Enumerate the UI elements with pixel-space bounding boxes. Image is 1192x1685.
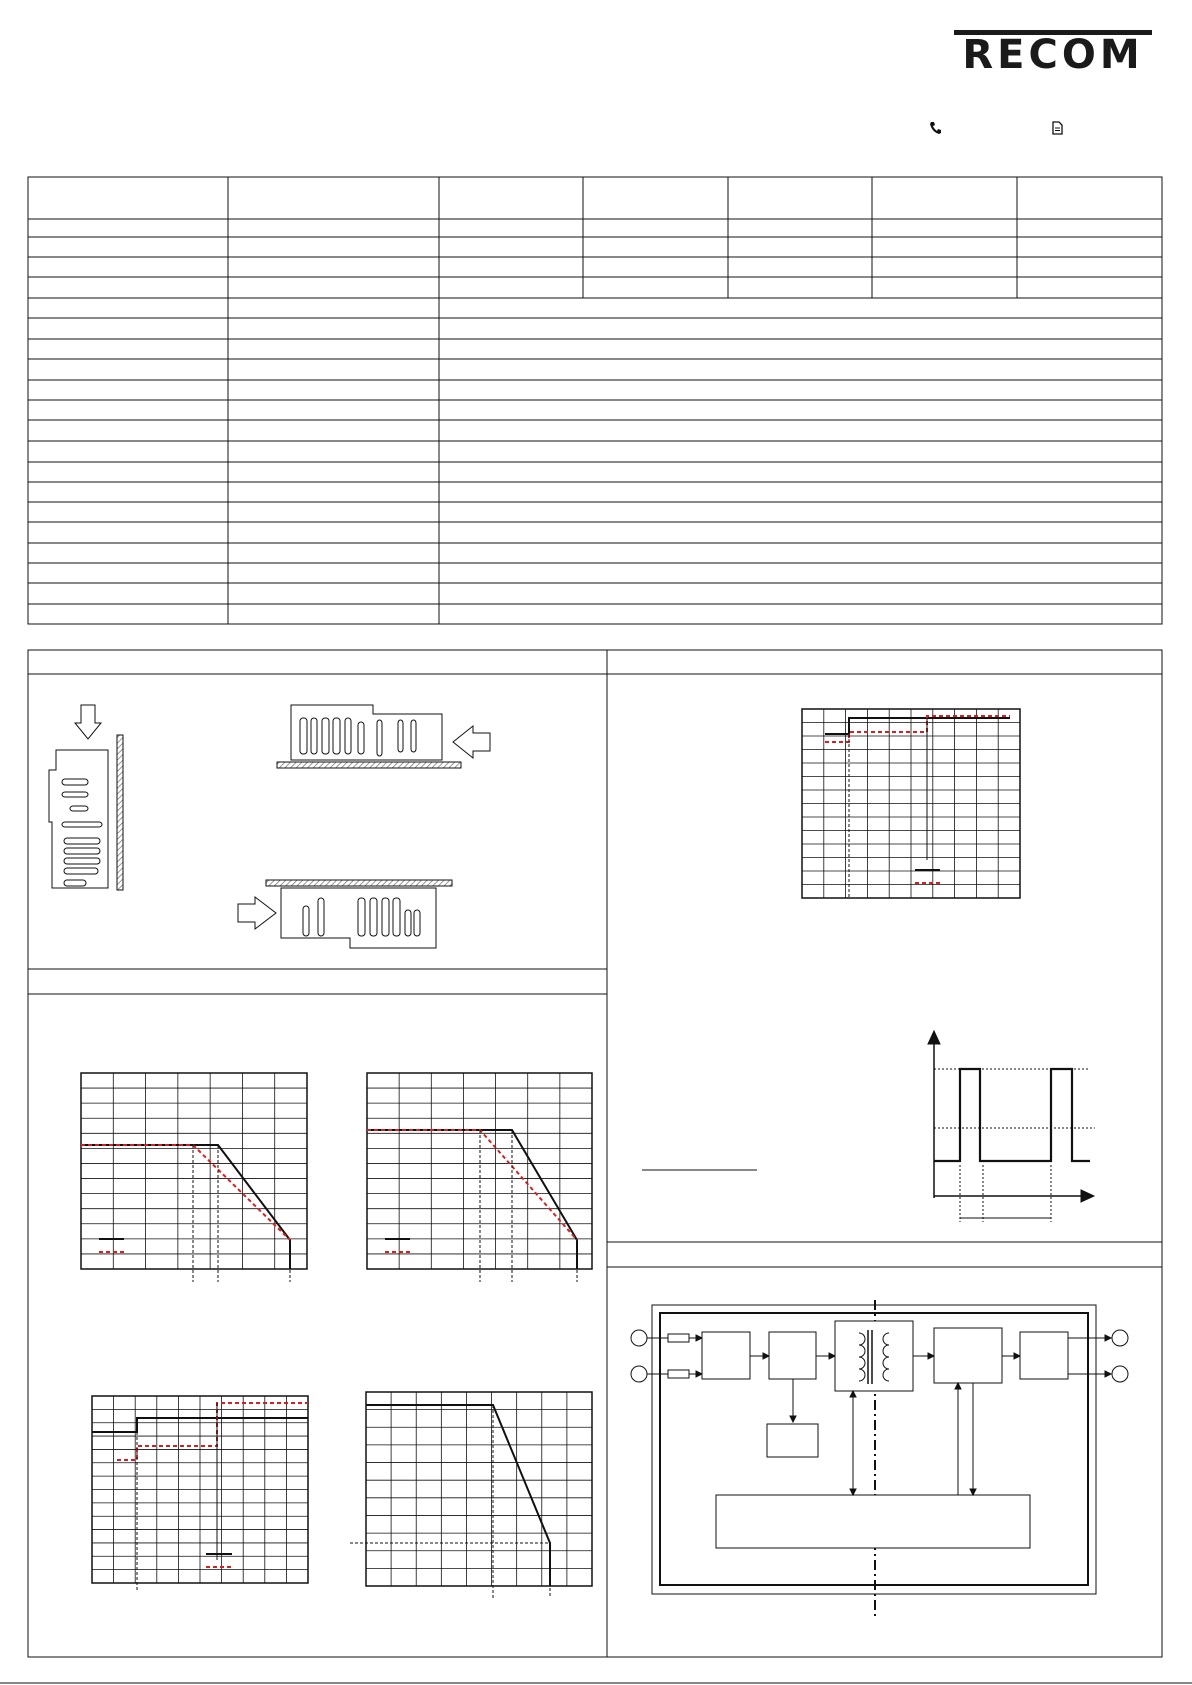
control-block [716, 1495, 1030, 1548]
mounting-horizontal-bottom [238, 880, 452, 948]
transformer-block [835, 1321, 913, 1391]
output-rectifier-block [934, 1328, 1002, 1383]
airflow-arrow-icon [238, 897, 276, 929]
airflow-arrow-icon [75, 705, 101, 739]
svg-text:RECOM: RECOM [962, 32, 1144, 72]
emi-filter-block [702, 1332, 750, 1379]
pulse-diagram [642, 1031, 1095, 1222]
mounting-vertical [49, 705, 123, 890]
airflow-arrow-icon [453, 726, 490, 758]
output-terminal-1 [1112, 1330, 1128, 1346]
output-filter-block [1020, 1332, 1068, 1379]
fuse-1 [668, 1334, 689, 1342]
timing-chart-2 [92, 1396, 308, 1590]
derating-chart-2 [367, 1073, 592, 1282]
output-terminal-2 [1112, 1366, 1128, 1382]
timing-chart-1 [802, 709, 1020, 898]
rectifier-block [769, 1332, 816, 1379]
derating-chart-3 [350, 1392, 592, 1598]
specs-table [28, 177, 1162, 624]
auxiliary-block [767, 1424, 818, 1457]
input-terminal-2 [631, 1366, 647, 1382]
derating-chart-1 [81, 1073, 307, 1282]
input-terminal-1 [631, 1330, 647, 1346]
mounting-horizontal-top [277, 705, 490, 768]
block-diagram [631, 1300, 1128, 1617]
fuse-2 [668, 1370, 689, 1378]
